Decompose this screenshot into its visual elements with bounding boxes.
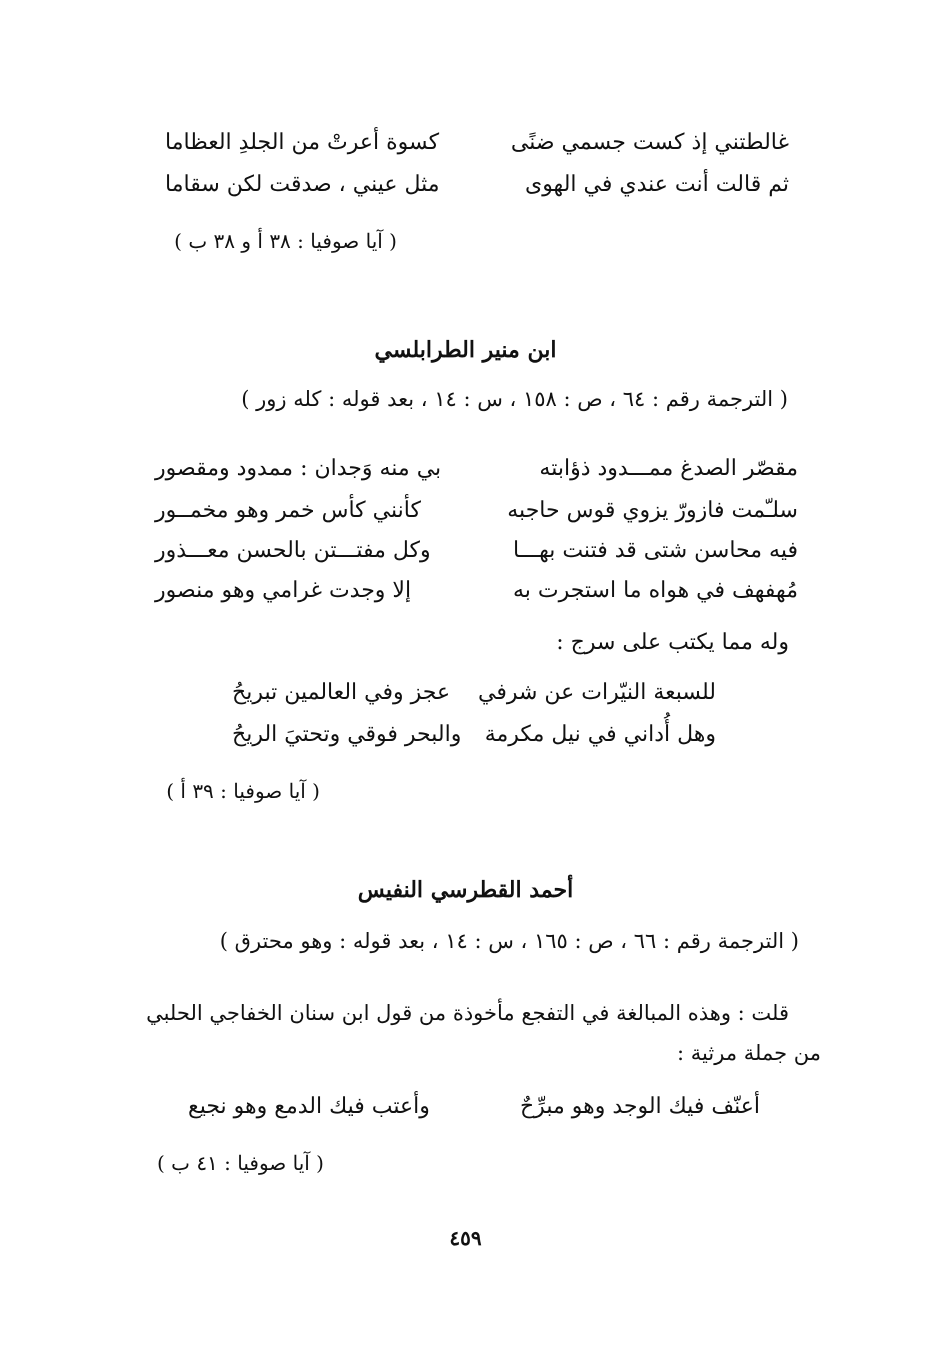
hemistich-right: للسبعة النيّرات عن شرفي [478, 680, 716, 705]
hemistich-left: وكل مفتـــتن بالحسن معـــذور [155, 538, 431, 563]
hemistich-right: ثم قالت أنت عندي في الهوى [524, 172, 789, 197]
source-citation: ( آيا صوفيا : ٣٨ أ و ٣٨ ب ) [174, 229, 397, 253]
paragraph-line: من جملة مرثية : [677, 1041, 821, 1065]
section-heading: أحمد القطرسي النفيس [357, 877, 574, 903]
verse-line [188, 1092, 760, 1122]
hemistich-left: بي منه وَجدان : ممدود ومقصور [155, 456, 442, 481]
hemistich-left: مثل عيني ، صدقت لكن سقاما [165, 172, 440, 197]
hemistich-left: وأعتب فيك الدمع وهو نجيع [188, 1094, 430, 1119]
intro-line: وله مما يكتب على سرج : [556, 630, 789, 655]
hemistich-left: كسوة أعرتْ من الجلدِ العظاما [165, 130, 440, 155]
hemistich-left: كأنني كأس خمر وهو مخمــور [155, 498, 421, 523]
verse-line [165, 128, 789, 158]
verse-line [165, 170, 789, 200]
hemistich-left: عجز وفي العالمين تبريحُ [232, 680, 451, 705]
verse-line [155, 454, 798, 484]
source-citation: ( آيا صوفيا : ٣٩ أ ) [166, 779, 320, 803]
hemistich-right: غالطتني إذ كست جسمي ضنًى [510, 130, 789, 155]
source-citation: ( آيا صوفيا : ٤١ ب ) [156, 1151, 324, 1175]
translation-reference: ( الترجمة رقم : ٦٦ ، ص : ١٦٥ ، س : ١٤ ، بعد قوله : وهو محترق ) [219, 929, 799, 953]
hemistich-right: مقصّر الصدغ ممـــدود ذؤابته [539, 456, 798, 481]
hemistich-left: والبحر فوقي وتحتيَ الريحُ [232, 722, 462, 747]
verse-line [155, 536, 798, 566]
hemistich-right: وهل أُداني في نيل مكرمة [484, 722, 716, 747]
verse-line [155, 576, 798, 606]
hemistich-right: سلـّمت فازورّ يزوي قوس حاجبه [507, 498, 798, 523]
page-number: ٤٥٩ [449, 1226, 482, 1250]
hemistich-right: فيه محاسن شتى قد فتنت بهـــا [513, 538, 798, 563]
section-heading: ابن منير الطرابلسي [374, 337, 557, 363]
verse-line [232, 678, 716, 708]
verse-line [155, 496, 798, 526]
paragraph-line: قلت : وهذه المبالغة في التفجع مأخوذة من قول ابن سنان الخفاجي الحلبي [146, 1001, 789, 1025]
verse-line [232, 720, 716, 750]
hemistich-right: مُهفهف في هواه ما استجرت به [512, 578, 798, 603]
hemistich-left: إلا وجدت غرامي وهو منصور [155, 578, 412, 603]
hemistich-right: أعنّف فيك الوجد وهو مبرِّحٌ [519, 1094, 760, 1119]
translation-reference: ( الترجمة رقم : ٦٤ ، ص : ١٥٨ ، س : ١٤ ، بعد قوله : كله زور ) [241, 387, 788, 411]
